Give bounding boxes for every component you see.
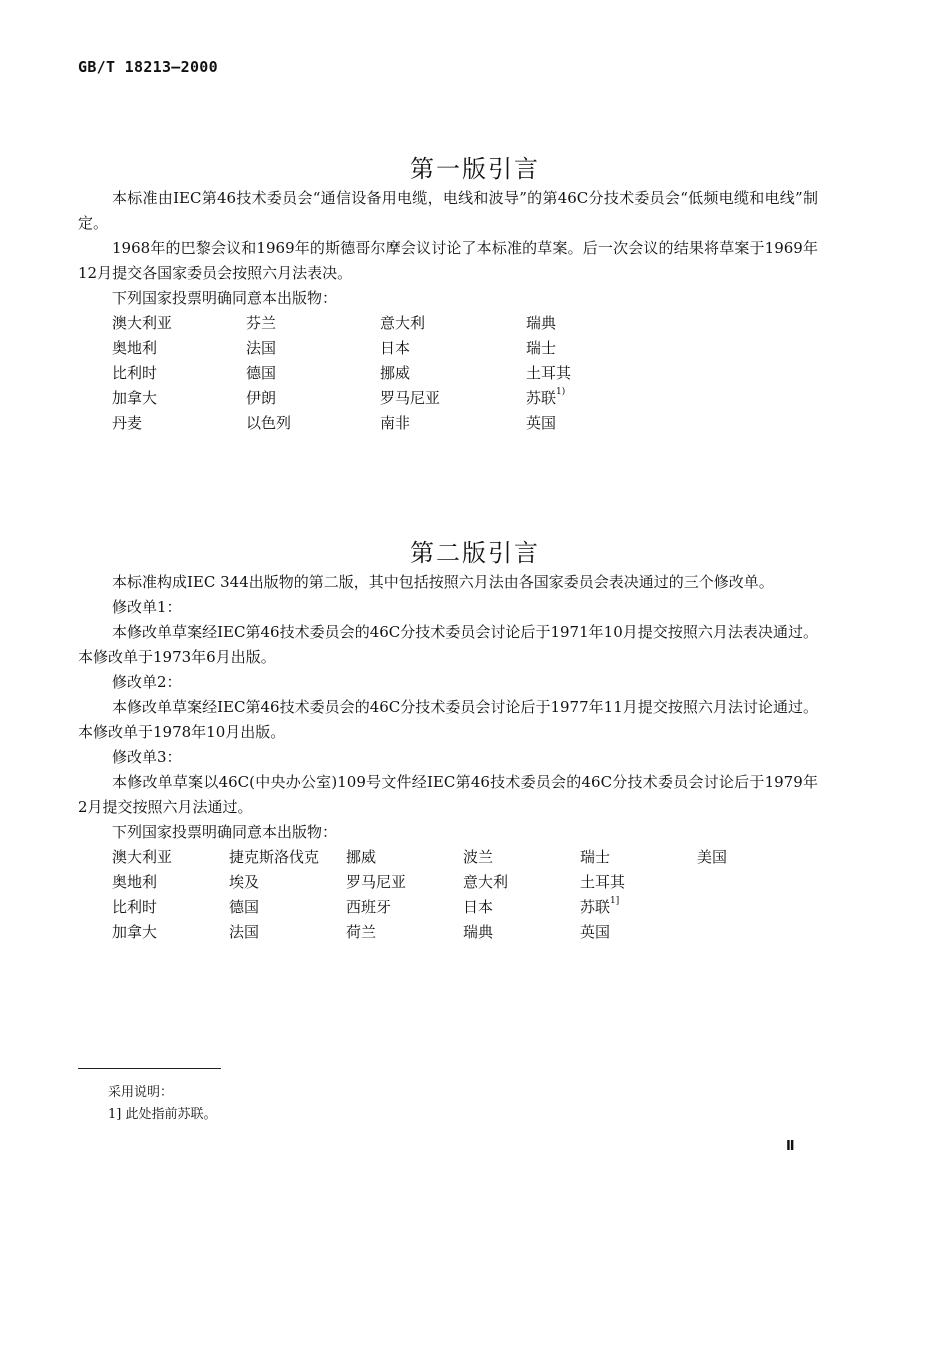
country-row [112,336,818,361]
footnote-text: 1] 此处指前苏联。 [108,1107,217,1122]
footnote-marker: 1) [556,387,566,397]
country-cell: 澳大利亚 [112,314,173,332]
country-cell: 瑞士 [526,339,557,357]
country-cell: 南非 [380,414,411,432]
country-cell: 比利时 [112,898,158,916]
country-cell: 德国 [229,898,260,916]
country-row [112,311,818,336]
country-cell: 罗马尼亚 [346,873,407,891]
country-cell: 日本 [463,898,494,916]
country-row [112,845,818,870]
country-row [112,411,818,436]
country-cell: 英国 [580,923,611,941]
country-cell: 德国 [246,364,277,382]
first-edition-country-table [78,311,818,436]
first-edition-section [78,186,818,436]
country-cell: 捷克斯洛伐克 [229,848,320,866]
country-row [112,920,818,945]
country-cell: 挪威 [380,364,411,382]
second-edition-section [78,570,818,945]
country-cell: 意大利 [380,314,426,332]
country-cell: 罗马尼亚 [380,389,441,407]
country-cell: 奥地利 [112,339,158,357]
country-cell: 加拿大 [112,389,158,407]
country-cell: 奥地利 [112,873,158,891]
amendment-label: 修改单2： [112,673,182,691]
page-number: Ⅱ [786,1139,795,1154]
country-cell: 瑞典 [463,923,494,941]
amendment-text: 本修改单草案经IEC第46技术委员会的46C分技术委员会讨论后于1977年11月提交按照六月法讨论通过。本修改单于1978年10月出版。 [78,698,818,741]
country-cell: 法国 [246,339,277,357]
country-cell: 瑞典 [526,314,557,332]
country-cell: 波兰 [463,848,494,866]
country-row [112,895,818,920]
country-name: 苏联 [526,389,557,407]
country-cell-footnoted [580,895,697,920]
country-cell: 西班牙 [346,898,392,916]
country-row [112,870,818,895]
country-cell: 芬兰 [246,314,277,332]
footnote-divider [78,1068,221,1069]
amendment-text: 本修改单草案以46C(中央办公室)109号文件经IEC第46技术委员会的46C分技术委员会讨论后于1979年2月提交按照六月法通过。 [78,773,818,816]
second-edition-title: 第二版引言 [410,539,540,568]
amendment-label: 修改单3： [112,748,182,766]
second-edition-paragraph: 本标准构成IEC 344出版物的第二版，其中包括按照六月法由各国家委员会表决通过的三个修改单。 [112,573,774,591]
country-cell: 瑞士 [580,848,611,866]
country-cell: 澳大利亚 [112,848,173,866]
country-cell: 以色列 [246,414,292,432]
country-cell: 加拿大 [112,923,158,941]
first-edition-paragraph: 1968年的巴黎会议和1969年的斯德哥尔摩会议讨论了本标准的草案。后一次会议的结果将草案于1969年12月提交各国家委员会按照六月法表决。 [78,239,818,282]
country-row [112,386,818,411]
country-cell: 日本 [380,339,411,357]
amendment-text: 本修改单草案经IEC第46技术委员会的46C分技术委员会讨论后于1971年10月提交按照六月法表决通过。本修改单于1973年6月出版。 [78,623,818,666]
country-cell: 比利时 [112,364,158,382]
country-cell: 土耳其 [580,873,626,891]
standard-number: GB/T 18213—2000 [78,58,218,76]
country-cell: 土耳其 [526,364,572,382]
country-cell: 挪威 [346,848,377,866]
amendment-label: 修改单1： [112,598,182,616]
country-cell: 荷兰 [346,923,377,941]
first-edition-title: 第一版引言 [410,155,540,184]
country-cell-footnoted [526,386,660,411]
country-name: 苏联 [580,898,611,916]
country-cell: 意大利 [463,873,509,891]
first-edition-voting-intro: 下列国家投票明确同意本出版物： [112,289,338,307]
footnote-marker: 1] [610,896,620,906]
second-edition-country-table [78,845,818,945]
country-cell: 美国 [697,848,728,866]
country-cell: 英国 [526,414,557,432]
country-row [112,361,818,386]
second-edition-voting-intro: 下列国家投票明确同意本出版物： [112,823,338,841]
country-cell: 丹麦 [112,414,143,432]
country-cell: 埃及 [229,873,260,891]
country-cell: 法国 [229,923,260,941]
first-edition-paragraph: 本标准由IEC第46技术委员会“通信设备用电缆，电线和波导”的第46C分技术委员会“低频电缆和电线”制定。 [78,189,818,232]
footnote-label: 采用说明： [108,1085,174,1100]
country-cell: 伊朗 [246,389,277,407]
